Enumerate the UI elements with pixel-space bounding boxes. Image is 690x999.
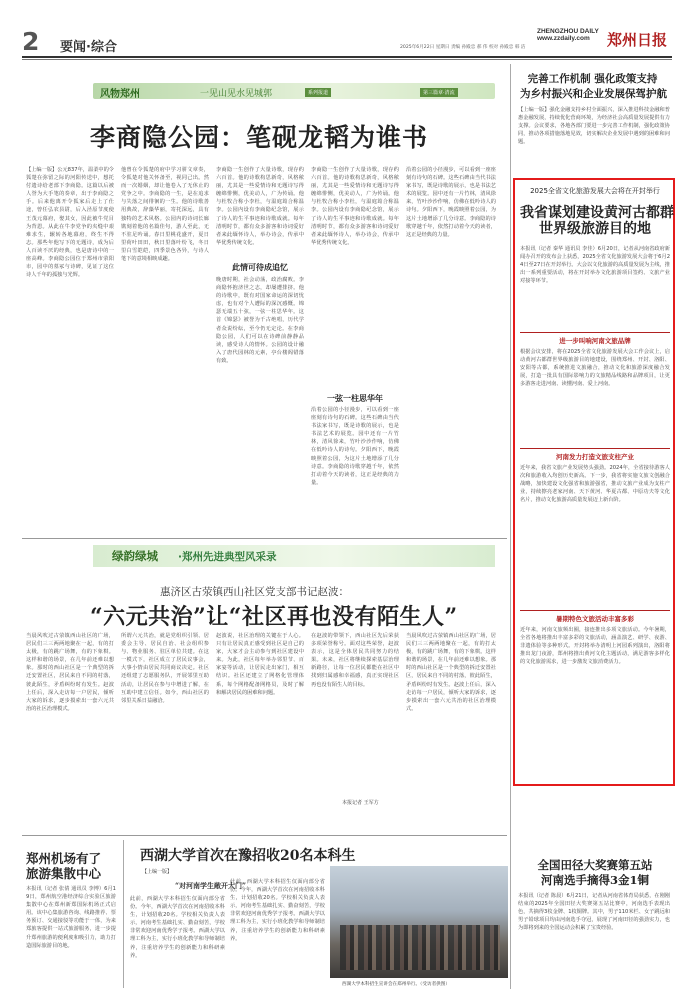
feature-headline: 我省谋划建设黄河古都群 世界级旅游目的地 [520,205,674,237]
story2-headline: “六元共治”让“社区再也没有陌生人” [90,604,458,630]
main-story-col4-bottom: 沿着公园的小径漫步，可以看到一座座刻有诗句的石碑。这些石碑由当代书法家书写，既是诗歌的展示，也是书法艺术的展览。园中还有一片竹林，清风徐来，竹叶沙沙作响，仿佛在低吟诗人的诗句。夕阳西下，晚霞映照着公园，为这片土地增添了几分诗意。李商隐的诗歌穿越千年，依然打动着今天的读者，这正是经典的力量。 [311,407,399,486]
main-story-col3-top: 李商隐一生创作了大量诗歌，现存约六百首。他的诗歌构思新奇，风格秾丽，尤其是一些爱情诗和无题诗写得缠绵悱恻，优美动人，广为传诵。他与杜牧合称小李杜，与温庭筠合称温李。公园内设有李商隐纪念馆，展示了诗人的生平事迹和诗歌成就。每年清明时节，都有众多游客和诗词爱好者来此缅怀诗人，举办诗会，传承中华优秀传统文化。 [216,167,304,246]
right-top-headline: 完善工作机制 强化政策支持 为乡村振兴和企业发展保驾护航 [520,73,667,100]
main-story-col4: 李商隐一生创作了大量诗歌，现存约六百首。他的诗歌构思新奇，风格秾丽，尤其是一些爱情诗和无题诗写得缠绵悱恻，优美动人，广为传诵。他与杜牧合称小李杜，与温庭筠合称温李。公园内设有李商隐纪念馆，展示了诗人的生平事迹和诗歌成就。每年清明时节，都有众多游客和诗词爱好者来此缅怀诗人，举办诗会，传承中华优秀传统文化。 [311,167,399,246]
divider [22,538,507,539]
section-rule-1 [520,332,670,333]
bottom-mid-headline: 西湖大学首次在豫招收20名本科生 [140,848,356,864]
column-divider [123,840,124,988]
bottom-mid-col2: 此前，西湖大学本科招生仅面向部分省份。今年，西湖大学首次在河南招收本科生，计划招收20名。学校相关负责人表示，河南考生基础扎实、勤奋刻苦，学校非常欢迎河南优秀学子报考。西湖大学以理工科为主，实行小班化教学和导师制培养，注重培养学生的创新能力和科研素养。 [230,879,325,942]
section-title: 要闻·综合 [60,40,117,55]
bottom-left-body: 本报讯（记者 张倩 通讯员 李博）6月19日，郑州航空港经济综合实验区旅游集散中心在郑州新郑国际机场正式启用。该中心集旅游咨询、线路推荐、票务预订、交通接驳等功能于一体，为来郑旅客提供一站式旅游服务，进一步提升郑州旅游的便利度和吸引力，助力打造国际旅游目的地。 [26,886,116,949]
right-column-divider [510,64,511,989]
bottom-left-headline: 郑州机场有了 旅游集散中心 [26,851,102,881]
bottom-mid-col1: 此前，西湖大学本科招生仅面向部分省份。今年，西湖大学首次在河南招收本科生，计划招收20名。学校相关负责人表示，河南考生基础扎实、勤奋刻苦，学校非常欢迎河南优秀学子报考。西湖大学以理工科为主，实行小班化教学和导师制培养，注重培养学生的创新能力和科研素养。 [130,896,225,959]
banner2-subtitle: ·郑州先进典型风采录 [178,551,277,563]
header-rule-thin [22,59,672,60]
main-story-col3: 晚唐时期，社会动荡，政治腐败。李商隐怀抱济世之志，却屡遭排挤。他的诗歌中，既有对国家命运的深切忧虑，也有对个人遭际的深沉感慨。锦瑟无端五十弦，一弦一柱思华年。这首《锦瑟》被誉为千古绝唱，历代学者众说纷纭，至今仍无定论。在李商隐公园，人们可以在诗碑前静静品读，感受诗人的情怀。公园的设计融入了唐代园林的元素，亭台楼阁错落有致。 [216,277,304,364]
banner-subtitle: 一见山见水见城郭 [200,89,273,99]
right-top-body: 【上编一版】强化金融支持乡村全面振兴，深入推进科技金融和普惠金融发展，持续优化营商环境，为经济社会高质量发展提供有力支撑。会议要求，各地各部门要进一步完善工作机制，强化政策协同，推动各项措施落地见效，切实解决企业发展中遇到的困难和问题。 [518,107,670,146]
feature-section-3: 暑期特色文旅活动丰富多彩 [556,615,634,623]
story2-col1: 当晨风吹过古荥镇西山社区的广场，居民们三三两两地聚在一起，有的打太极，有的跳广场舞，有的下象棋。这样和谐的场景，在几年前还难以想象。那时的西山社区是一个典型的拆迁安置社区，居民来自不同的村落，彼此陌生，矛盾纠纷时有发生。赵波上任后，深入走访每一户居民，倾听大家的诉求，逐步摸索出一套六元共治的社区治理模式。 [26,633,114,712]
main-story-col2: 他曾在令狐楚的府中学习骈文章奏，令狐楚对他关怀备至，视同己出。然而一次婚姻，却让他卷入了无休止的党争之中。李商隐的一生，是在追求与失落之间徘徊的一生。他的诗歌善用典故，辞藻华丽，寄托深远，具有独特的艺术风格。公园内的诗词长廊镌刻着他的名篇佳句，游人至此，无不驻足吟诵。春日里桃花盛开，夏日里荷叶田田，秋日里落叶纷飞，冬日里白雪皑皑，四季景色各异，与诗人笔下的意境相映成趣。 [121,167,209,263]
masthead-logo: 郑州日报 [607,31,668,49]
banner2-title: 绿韵绿城 [112,549,158,563]
main-story-subhead-1: 此情可待成追忆 [232,262,288,272]
feature-lead: 本报讯（记者 秦华 通讯员 李佳）6月20日，记者从河南省政府新闻办召开的发布会上获悉，2025全省文化旅游发展大会将于6月24日至27日在开封举行。大会以文化旅游的高质量发展为主线，推出一系列重要活动，将在开封举办文化旅游项目签约、文旅产业对接等环节。 [520,246,670,285]
banner-tag: 系列报道 [305,88,331,97]
story2-byline: 本报记者 王军方 [342,800,379,806]
feature-section-2: 河南发力打造文旅支柱产业 [556,453,634,461]
page-number: 2 [22,27,40,56]
main-headline: 李商隐公园：笔砚龙韬为谁书 [90,123,429,152]
main-story-col5: 沿着公园的小径漫步，可以看到一座座刻有诗句的石碑。这些石碑由当代书法家书写，既是诗歌的展示，也是书法艺术的展览。园中还有一片竹林，清风徐来，竹叶沙沙作响，仿佛在低吟诗人的诗句。夕阳西下，晚霞映照着公园，为这片土地增添了几分诗意。李商隐的诗歌穿越千年，依然打动着今天的读者，这正是经典的力量。 [406,167,496,238]
story2-col3: 赵波说，社区治理的关键在于人心。只有让居民真正感受到社区是自己的家，大家才会主动参与到社区建设中来。为此，社区每年举办邻里节、百家宴等活动，让居民走出家门，相互结识。社区还建立了网格化管理体系，每个网格配备网格员，及时了解和解决居民的困难和问题。 [216,633,304,696]
header-rule [22,56,672,58]
main-story-subhead-2: 一弦一柱思华年 [327,393,383,403]
bottom-right-headline: 全国田径大奖赛第五站 河南选手摘得3金1铜 [537,858,653,887]
section-rule-2 [520,448,670,449]
section-rule-3 [520,610,670,611]
feature-kicker: 2025全省文化旅游发展大会将在开封举行 [530,187,660,195]
story2-col4: 在赵波的带领下，西山社区先后荣获多项荣誉称号。面对这些荣誉，赵波表示，这是全体居民共同努力的结果。未来，社区将继续探索基层治理新路径，让每一位居民都能在社区中找到归属感和幸福感，真正实现社区再也没有陌生人的目标。 [311,633,399,688]
photo-caption: 西湖大学本科招生宣讲会在郑州举行。（受访者供图） [342,982,450,987]
feature-body-1: 根据会议安排，将在2025全省文化旅游发展大会工作会议上，启动黄河古都群世界级旅游目的地建设，围绕郑州、开封、洛阳、安阳等古都，系统推进文旅融合，推动文化和旅游深度融合发展，打造一批具有国际影响力的文旅精品线路和品牌项目，让更多游客走进河南、读懂河南、爱上河南。 [520,349,670,388]
bottom-mid-subhead: “对河南学生敞开大门” [175,881,247,890]
feature-body-2: 近年来，我省文旅产业发展势头强劲。2024年，全省接待游客人次和旅游收入均创历史新高。下一步，我省将实施文旅文创融合战略，加快建设文化强省和旅游强省，推动文旅产业成为支柱产业，持续擦亮老家河南、天下黄河、华夏古都、中原功夫等文化名片，推动文化旅游高质量发展迈上新台阶。 [520,465,670,504]
banner-tag-2: 第三篇章·清流 [420,88,458,97]
feature-body-3: 近年来，河南文旅频出圈，接连推出多项文旅活动。今年暑期，全省各地将推出丰富多彩的文旅活动，涵盖演艺、研学、夜游、非遗体验等多种形式。开封将举办清明上河园系列演出，洛阳将推出龙门夜游，郑州将推出黄河文化主题活动，满足游客多样化的文化旅游需求，进一步激发文旅消费活力。 [520,627,670,666]
bottom-mid-kicker: 【上编一版】 [142,869,173,875]
banner-title: 风物郑州 [100,89,140,100]
divider-bottom [22,835,507,836]
story2-col2: 所谓六元共治，就是党组织引领、居委会主导、居民自治、社会组织参与、物业服务、驻区单位共建。在这一模式下，社区成立了居民议事会，大事小情由居民共同商议决定。社区还组建了志愿服务队，开展邻里互助活动，让居民在参与中增进了解，在互助中建立信任。如今，西山社区的邻里关系日益融洽。 [121,633,209,704]
main-story-col1: 【上编一版】公元837年，温柔中的令狐楚在弥留之际的河阳传送中，想托付遗诗给老部下李商隐。这篇以后被人誉为大手笔的奏章，出于李商隐之手。后来他离开令狐家后走上了仕途，曾任弘农县尉，后入泾原节度使王茂元幕府，娶其女，因此被牛党目为背恩。从此在牛李党争的夹缝中艰难求生，辗转各地幕府，终生不得志。那些年他写下的无题诗，成为后人百读不厌的经典，也是唐诗中的一座高峰。李商隐公园位于郑州市荥阳市，园中的墓冢与诗碑，见证了这位诗人千年的孤独与光辉。 [26,167,114,279]
masthead-site: ZHENGZHOU DAILY www.zzdaily.com [537,28,599,42]
feature-section-1: 进一步叫响河南文旅品牌 [559,337,631,345]
header-meta: 2025年6月22日 星期日 责编 孙殿忠 郝 伟 校对 孙殿忠 韩 洁 [400,45,526,50]
story2-col5: 当晨风吹过古荥镇西山社区的广场，居民们三三两两地聚在一起，有的打太极，有的跳广场舞，有的下象棋。这样和谐的场景，在几年前还难以想象。那时的西山社区是一个典型的拆迁安置社区，居民来自不同的村落，彼此陌生，矛盾纠纷时有发生。赵波上任后，深入走访每一户居民，倾听大家的诉求，逐步摸索出一套六元共治的社区治理模式。 [406,633,496,712]
bottom-right-body: 本报讯（记者 陈晨）6月21日，记者从河南省体育局获悉，在刚刚结束的2025年全国田径大奖赛第五站比赛中，河南选手表现出色，共摘得3枚金牌、1枚铜牌。其中，男子110米栏、女子跳远和男子铅球项目均由河南选手夺冠，展现了河南田径的强劲实力，也为即将到来的全国运动会积累了宝贵经验。 [518,893,670,932]
story2-kicker: 惠济区古荥镇西山社区党支部书记赵波： [160,586,349,598]
photo-audience [340,925,500,970]
